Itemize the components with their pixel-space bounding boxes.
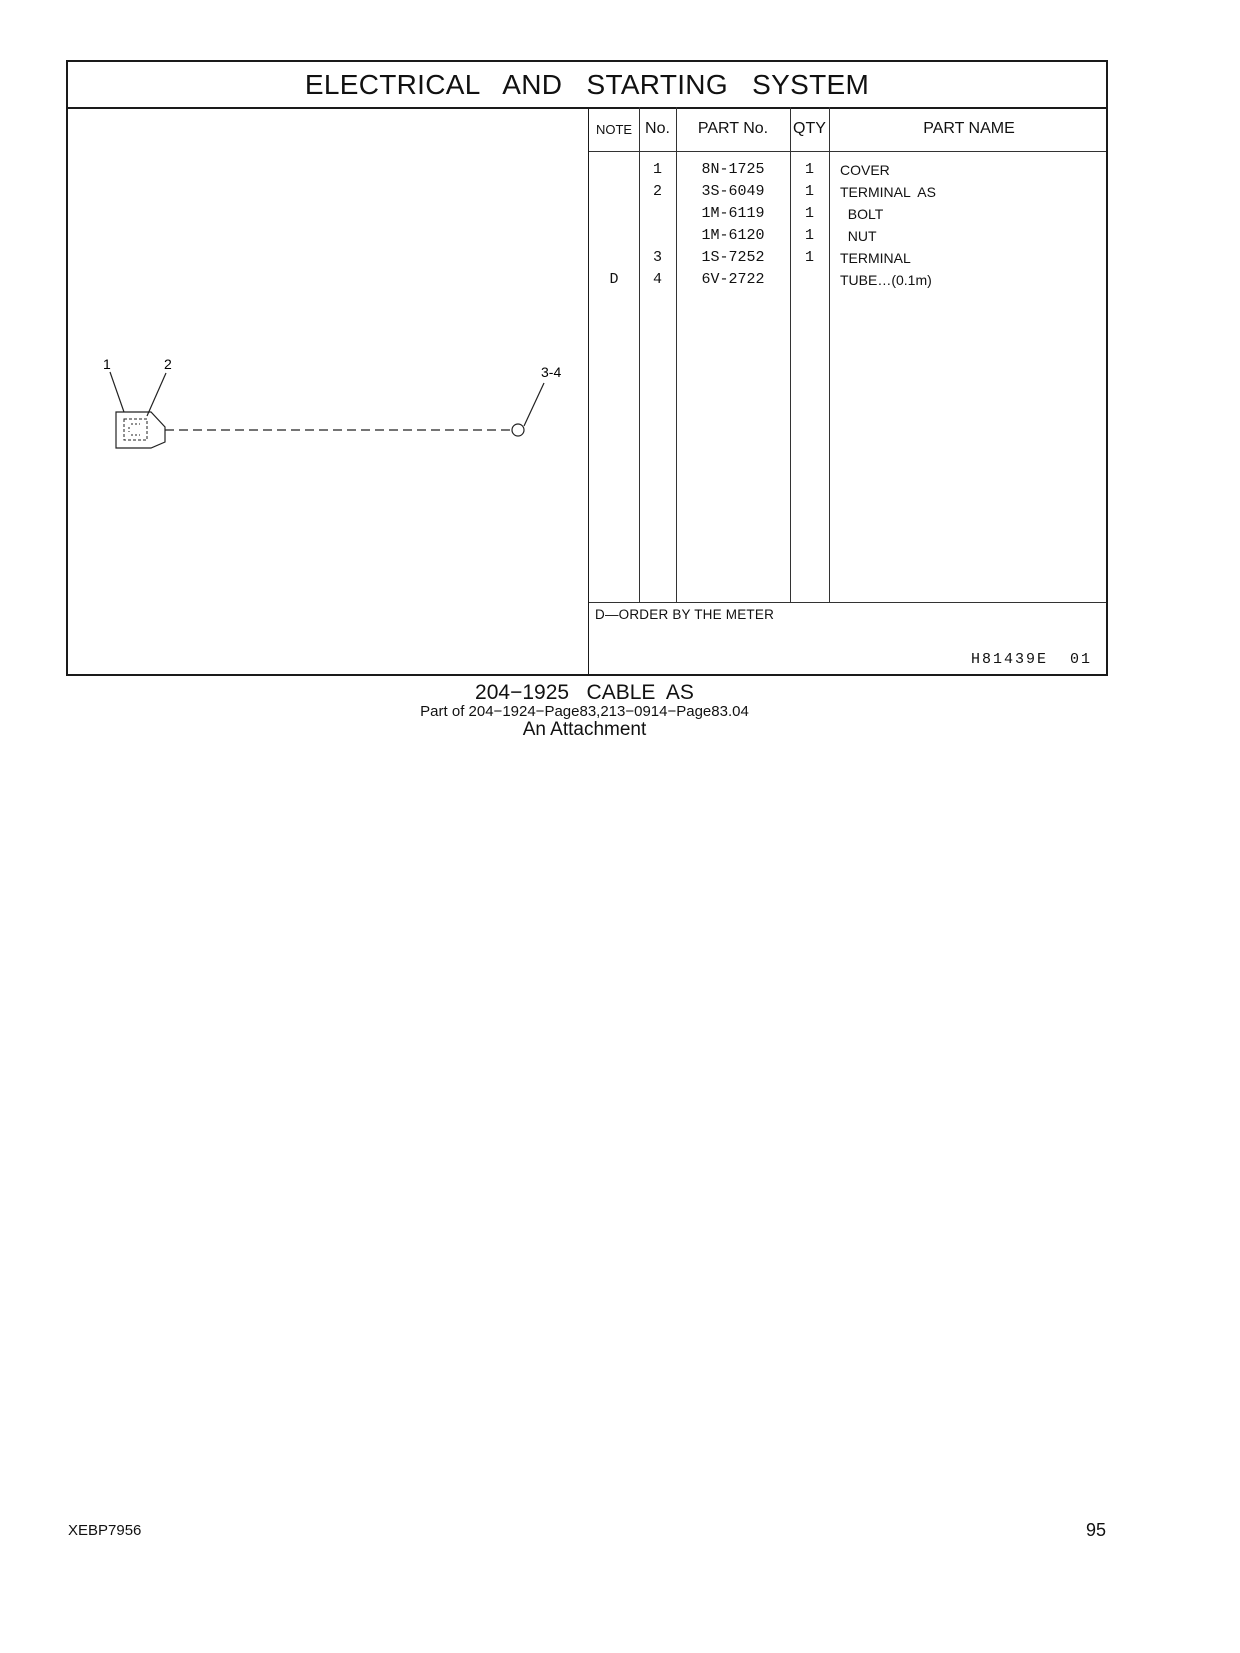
row-note [589, 203, 639, 225]
row-note [589, 225, 639, 247]
row-part-no: 6V-2722 [701, 271, 765, 288]
document-id: XEBP7956 [68, 1522, 142, 1539]
row-part-no: 8N-1725 [701, 161, 765, 178]
row-no: 3 [652, 249, 662, 266]
row-part-name: TERMINAL [840, 250, 911, 266]
caption-subtitle: Part of 204−1924−Page83,213−0914−Page83.04 [420, 703, 749, 720]
row-qty: 1 [804, 183, 814, 200]
section-title: ELECTRICAL AND STARTING SYSTEM [68, 62, 1106, 109]
row-qty [790, 269, 829, 291]
parts-table [588, 107, 1106, 674]
row-no: 1 [652, 161, 662, 178]
caption-title: 204−1925 CABLE AS [475, 681, 694, 704]
row-no [639, 203, 676, 225]
row-note: D [609, 271, 619, 288]
header-no: No. [645, 120, 670, 137]
ring-terminal [512, 424, 524, 436]
row-qty: 1 [804, 227, 814, 244]
row-note [589, 247, 639, 269]
terminal-detail [129, 424, 140, 435]
page-number: 95 [1086, 1520, 1107, 1540]
row-note [589, 181, 639, 203]
row-part-no: 1M-6119 [701, 205, 765, 222]
header-note: NOTE [595, 121, 633, 137]
table-footnote: D—ORDER BY THE METER [595, 607, 775, 622]
callout-1-label: 1 [103, 356, 111, 372]
row-part-no: 1S-7252 [701, 249, 765, 266]
header-part-name: PART NAME [923, 120, 1015, 137]
row-qty: 1 [804, 161, 814, 178]
cable-illustration [68, 107, 588, 674]
callout-leader-2 [147, 373, 166, 416]
header-qty: QTY [793, 120, 826, 137]
figure-caption [0, 682, 1169, 740]
cover-outline [116, 412, 165, 448]
row-no: 4 [652, 271, 662, 288]
row-qty: 1 [804, 249, 814, 266]
parts-sheet-frame [66, 60, 1108, 676]
terminal-hidden-outline [124, 419, 147, 440]
cable-diagram-svg [68, 107, 588, 676]
table-bottom-divider [589, 602, 1106, 603]
row-part-no: 3S-6049 [701, 183, 765, 200]
callout-2-label: 2 [164, 356, 172, 372]
row-qty: 1 [804, 205, 814, 222]
row-part-name: BOLT [840, 206, 884, 222]
drawing-code: H81439E 01 [970, 651, 1092, 668]
col-divider [829, 107, 830, 602]
row-part-name: COVER [840, 162, 890, 178]
row-no [639, 225, 676, 247]
callout-3-4-label: 3-4 [541, 364, 562, 380]
header-part-no: PART No. [697, 120, 769, 137]
header-divider [589, 151, 1106, 152]
row-part-no: 1M-6120 [701, 227, 765, 244]
callout-leader-3-4 [524, 383, 544, 426]
row-part-name: NUT [840, 228, 877, 244]
row-part-name: TERMINAL AS [840, 184, 936, 200]
callout-leader-1 [110, 372, 124, 412]
row-part-name: TUBE…(0.1m) [840, 272, 932, 288]
row-no: 2 [652, 183, 662, 200]
caption-attachment: An Attachment [522, 719, 647, 740]
row-note [589, 159, 639, 181]
